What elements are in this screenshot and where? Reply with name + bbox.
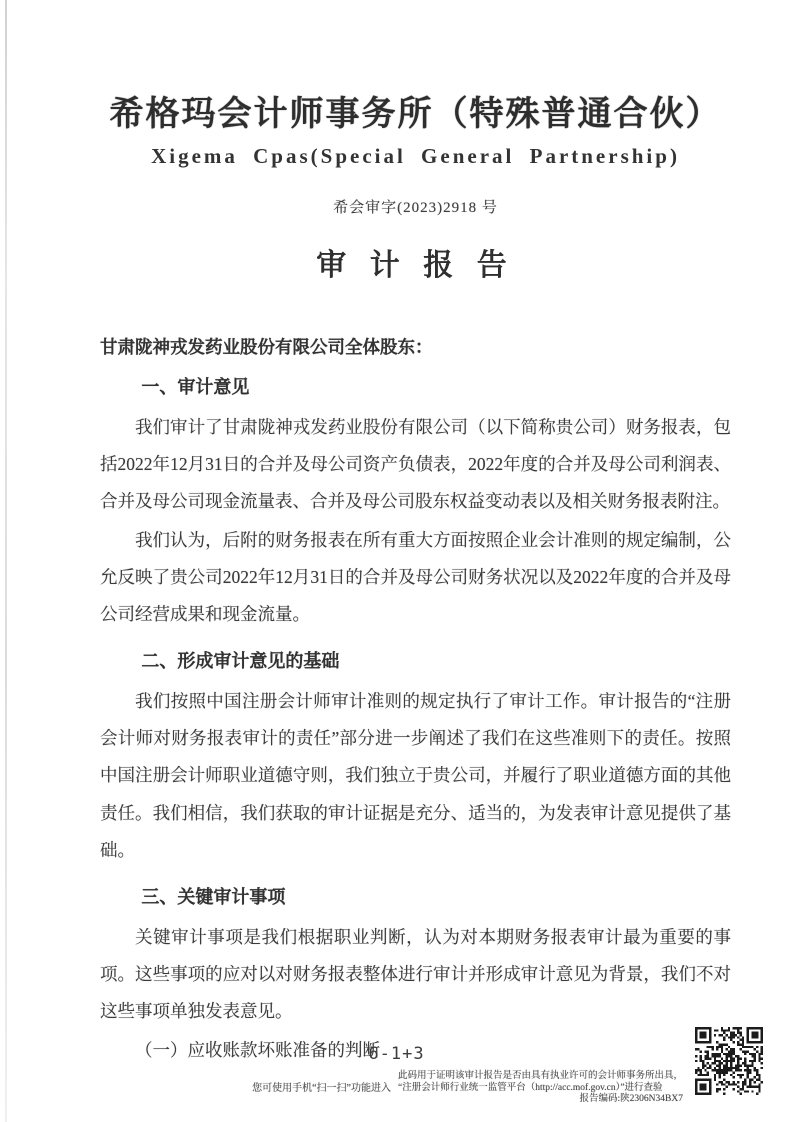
section-key-audit-matters (100, 879, 731, 1069)
firm-name-chinese: 希格玛会计师事务所（特殊普通合伙） (109, 96, 722, 133)
section-heading: 三、关键审计事项 (141, 886, 286, 907)
paragraph: 关键审计事项是我们根据职业判断，认为对本期财务报表审计最为重要的事项。这些事项的应对以对财务报表整体进行审计并形成审计意见为背景，我们不对这些事项单独发表意见。 (100, 926, 731, 1021)
section-audit-opinion (100, 369, 731, 633)
page-footer (252, 1071, 683, 1106)
scan-edge-artifact (5, 0, 7, 1122)
section-heading: 一、审计意见 (141, 377, 250, 398)
footer-verify-text (398, 1071, 683, 1106)
page-number: 6-1+3 (368, 1044, 425, 1064)
paragraph: 我们认为，后附的财务报表在所有重大方面按照企业会计准则的规定编制，公允反映了贵公司2022年12月31日的合并及母公司财务状况以及2022年度的合并及母公司经营成果和现金流量。 (100, 530, 731, 625)
paragraph: 我们按照中国注册会计师审计准则的规定执行了审计工作。审计报告的“注册会计师对财务报表审计的责任”部分进一步阐述了我们在这些准则下的责任。按照中国注册会计师职业道德守则，我们独立于贵公司，并履行了职业道德方面的其他责任。我们相信，我们获取的审计证据是充分、适当的，为发表审计意见提供了基础。 (100, 691, 731, 860)
report-code: 报告编码:陕2306N34BX7 (579, 1094, 683, 1105)
reference-number: 希会审字(2023)2918 号 (333, 200, 498, 217)
verify-line-2: “注册会计师行业统一监管平台（http://acc.mof.gov.cn）”进行查验 (397, 1082, 663, 1093)
section-basis-for-opinion (100, 643, 731, 868)
paragraph: 我们审计了甘肃陇神戎发药业股份有限公司（以下简称贵公司）财务报表，包括2022年12月31日的合并及母公司资产负债表，2022年度的合并及母公司利润表、合并及母公司现金流量表、合并及母公司股东权益变动表以及相关财务报表附注。 (100, 416, 731, 512)
qr-code-icon (695, 1027, 763, 1095)
firm-name-english: Xigema Cpas(Special General Partnership) (151, 144, 680, 169)
report-title: 审 计 报 告 (316, 249, 515, 283)
footer-scan-hint: 您可使用手机“扫一扫”功能进入 (252, 1083, 391, 1094)
addressee-line: 甘肃陇神戎发药业股份有限公司全体股东： (100, 337, 433, 358)
section-heading: 二、形成审计意见的基础 (141, 651, 340, 672)
verify-line-1: 此码用于证明该审计报告是否由具有执业许可的会计师事务所出具， (397, 1071, 683, 1082)
sub-item-heading: （一）应收账款坏账准备的判断 (135, 1039, 380, 1060)
